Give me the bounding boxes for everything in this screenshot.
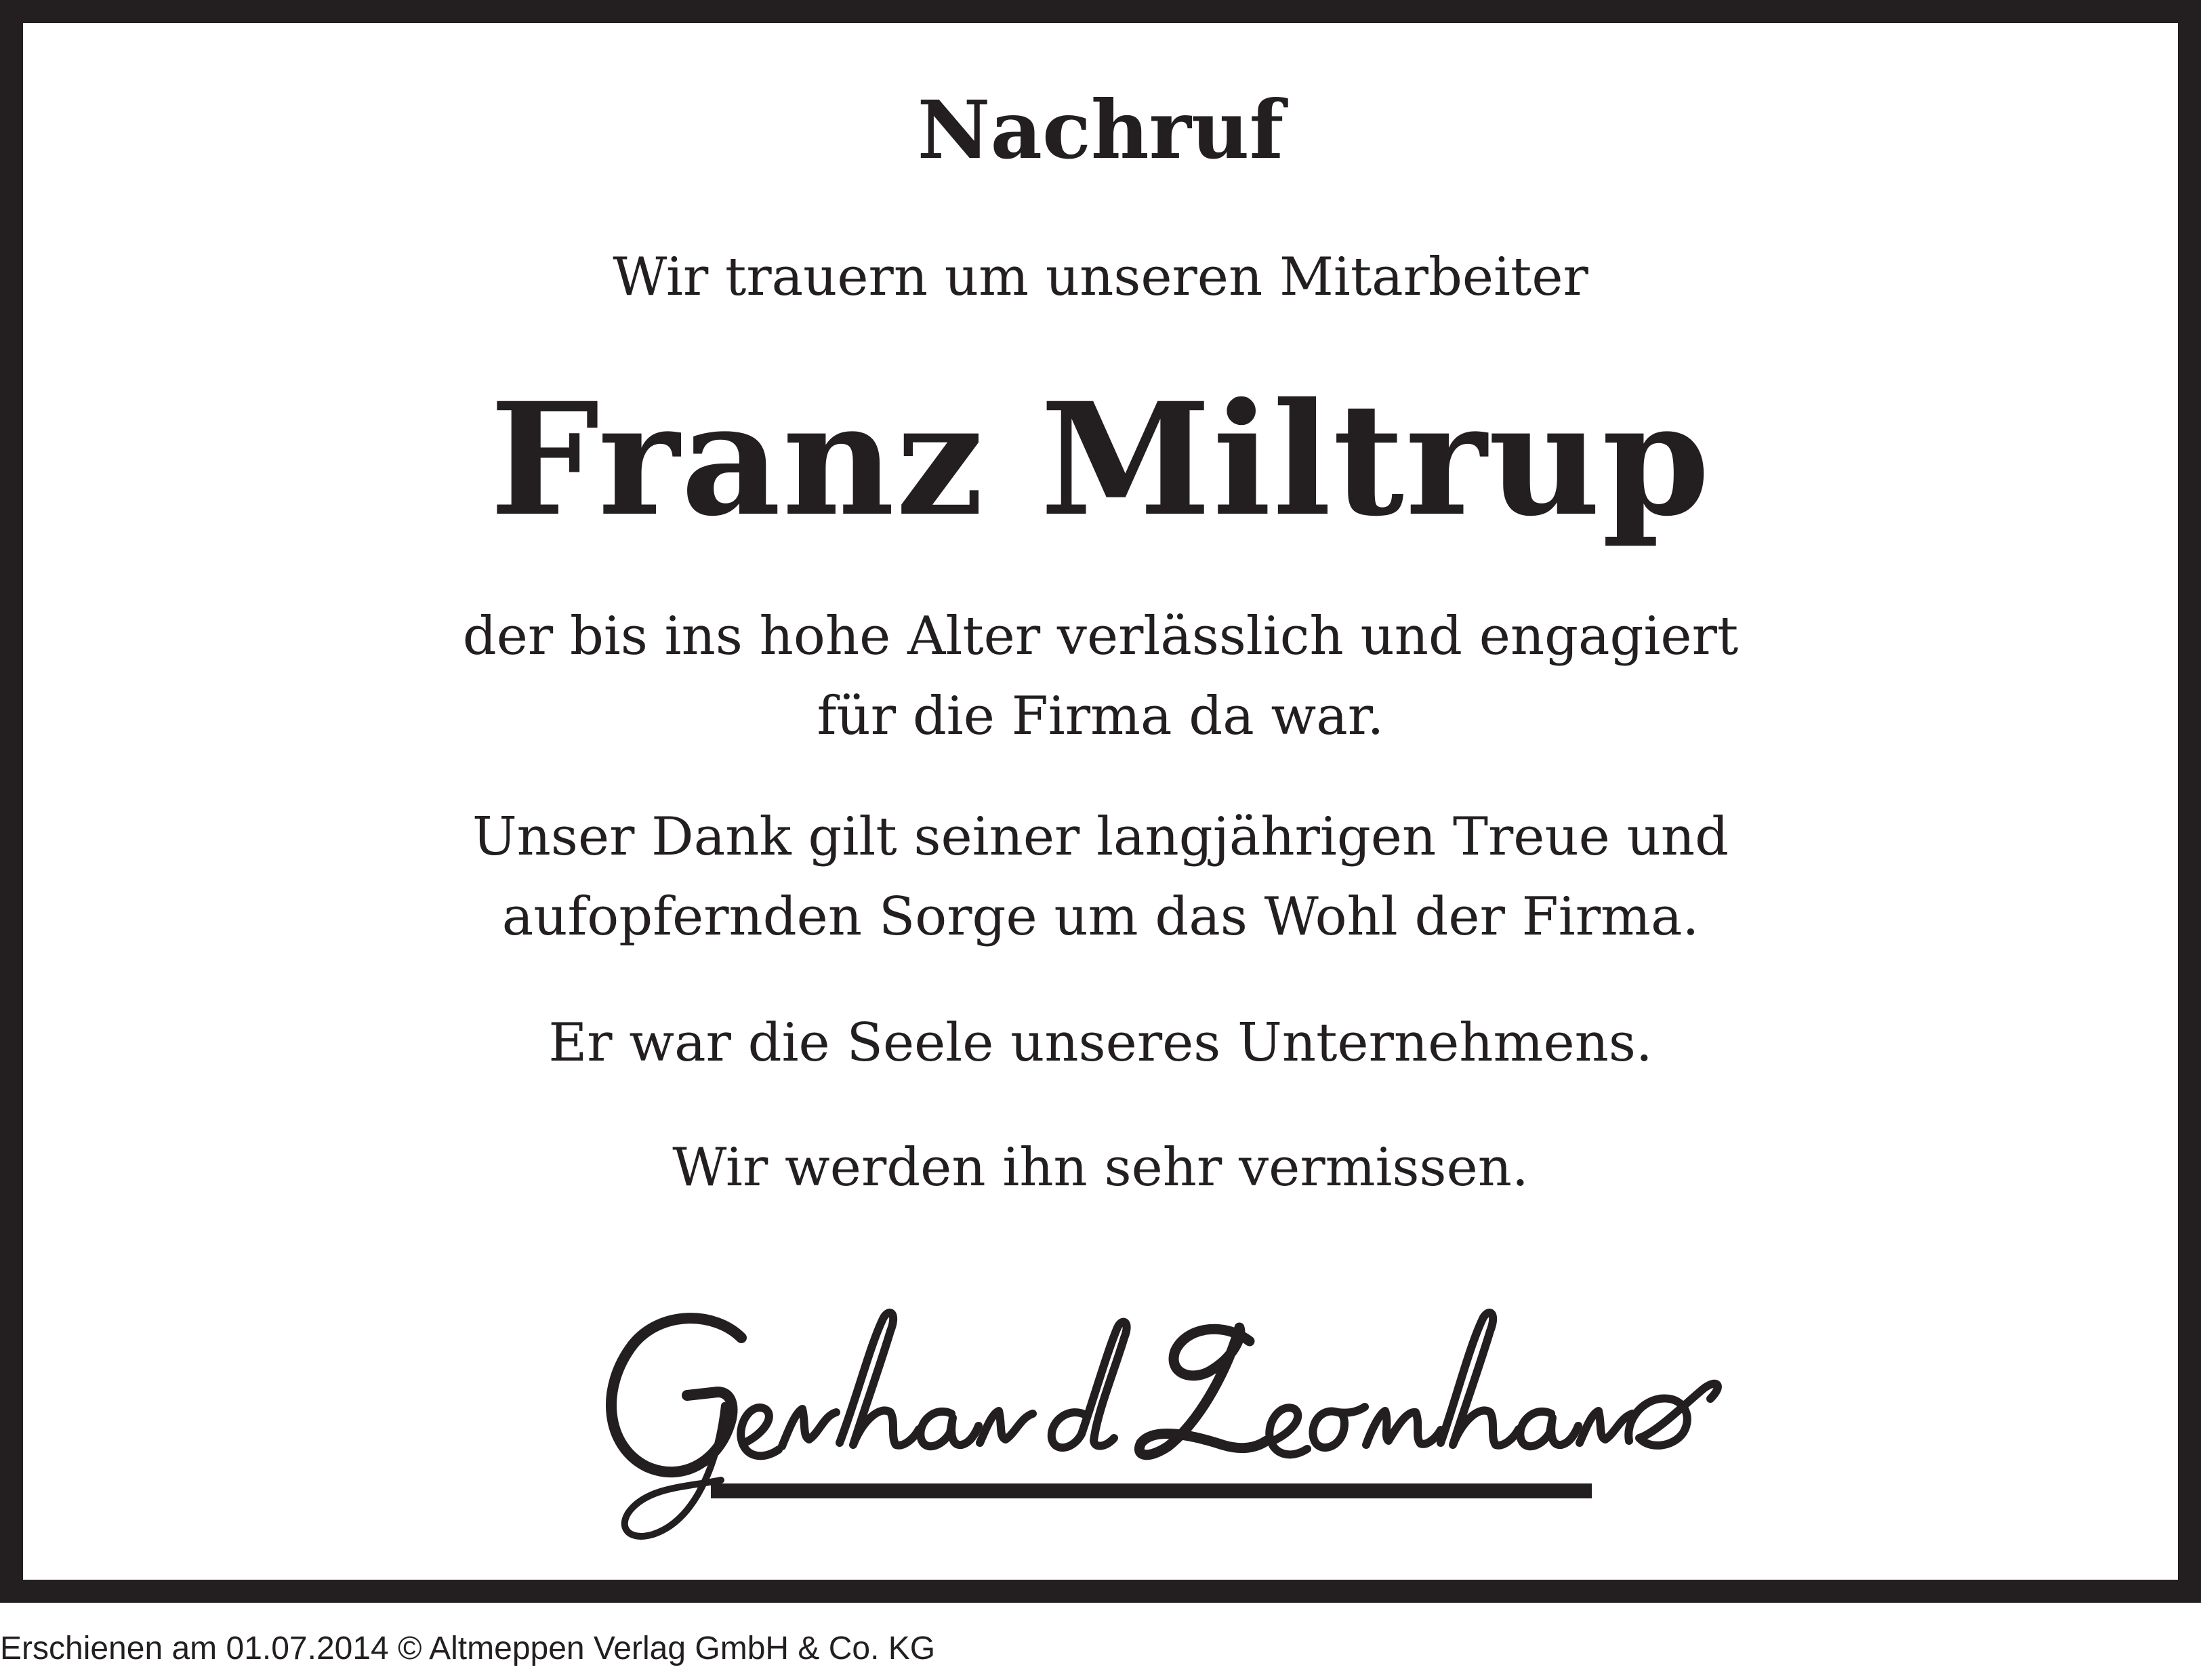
tribute-line: aufopfernden Sorge um das Wohl der Firma. xyxy=(501,886,1700,947)
tribute-paragraph-2 xyxy=(23,797,2178,957)
notice-intro: Wir trauern um unseren Mitarbeiter xyxy=(613,247,1588,308)
publication-credit: Erschienen am 01.07.2014 © Altmeppen Verlag GmbH & Co. KG xyxy=(0,1631,936,1666)
tribute-line: der bis ins hohe Alter verlässlich und engagiert xyxy=(462,606,1739,667)
tribute-line: für die Firma da war. xyxy=(817,686,1384,747)
tribute-paragraph-4 xyxy=(23,1128,2178,1208)
deceased-name: Franz Miltrup xyxy=(489,369,1712,550)
tribute-paragraph-1 xyxy=(23,596,2178,756)
tribute-line: Unser Dank gilt seiner langjährigen Treue und xyxy=(472,806,1729,867)
tribute-paragraph-3 xyxy=(23,1003,2178,1083)
notice-heading: Nachruf xyxy=(917,83,1284,177)
handwritten-signature xyxy=(572,1263,1724,1575)
tribute-line: Wir werden ihn sehr vermissen. xyxy=(672,1137,1529,1198)
tribute-line: Er war die Seele unseres Unternehmens. xyxy=(548,1012,1653,1073)
